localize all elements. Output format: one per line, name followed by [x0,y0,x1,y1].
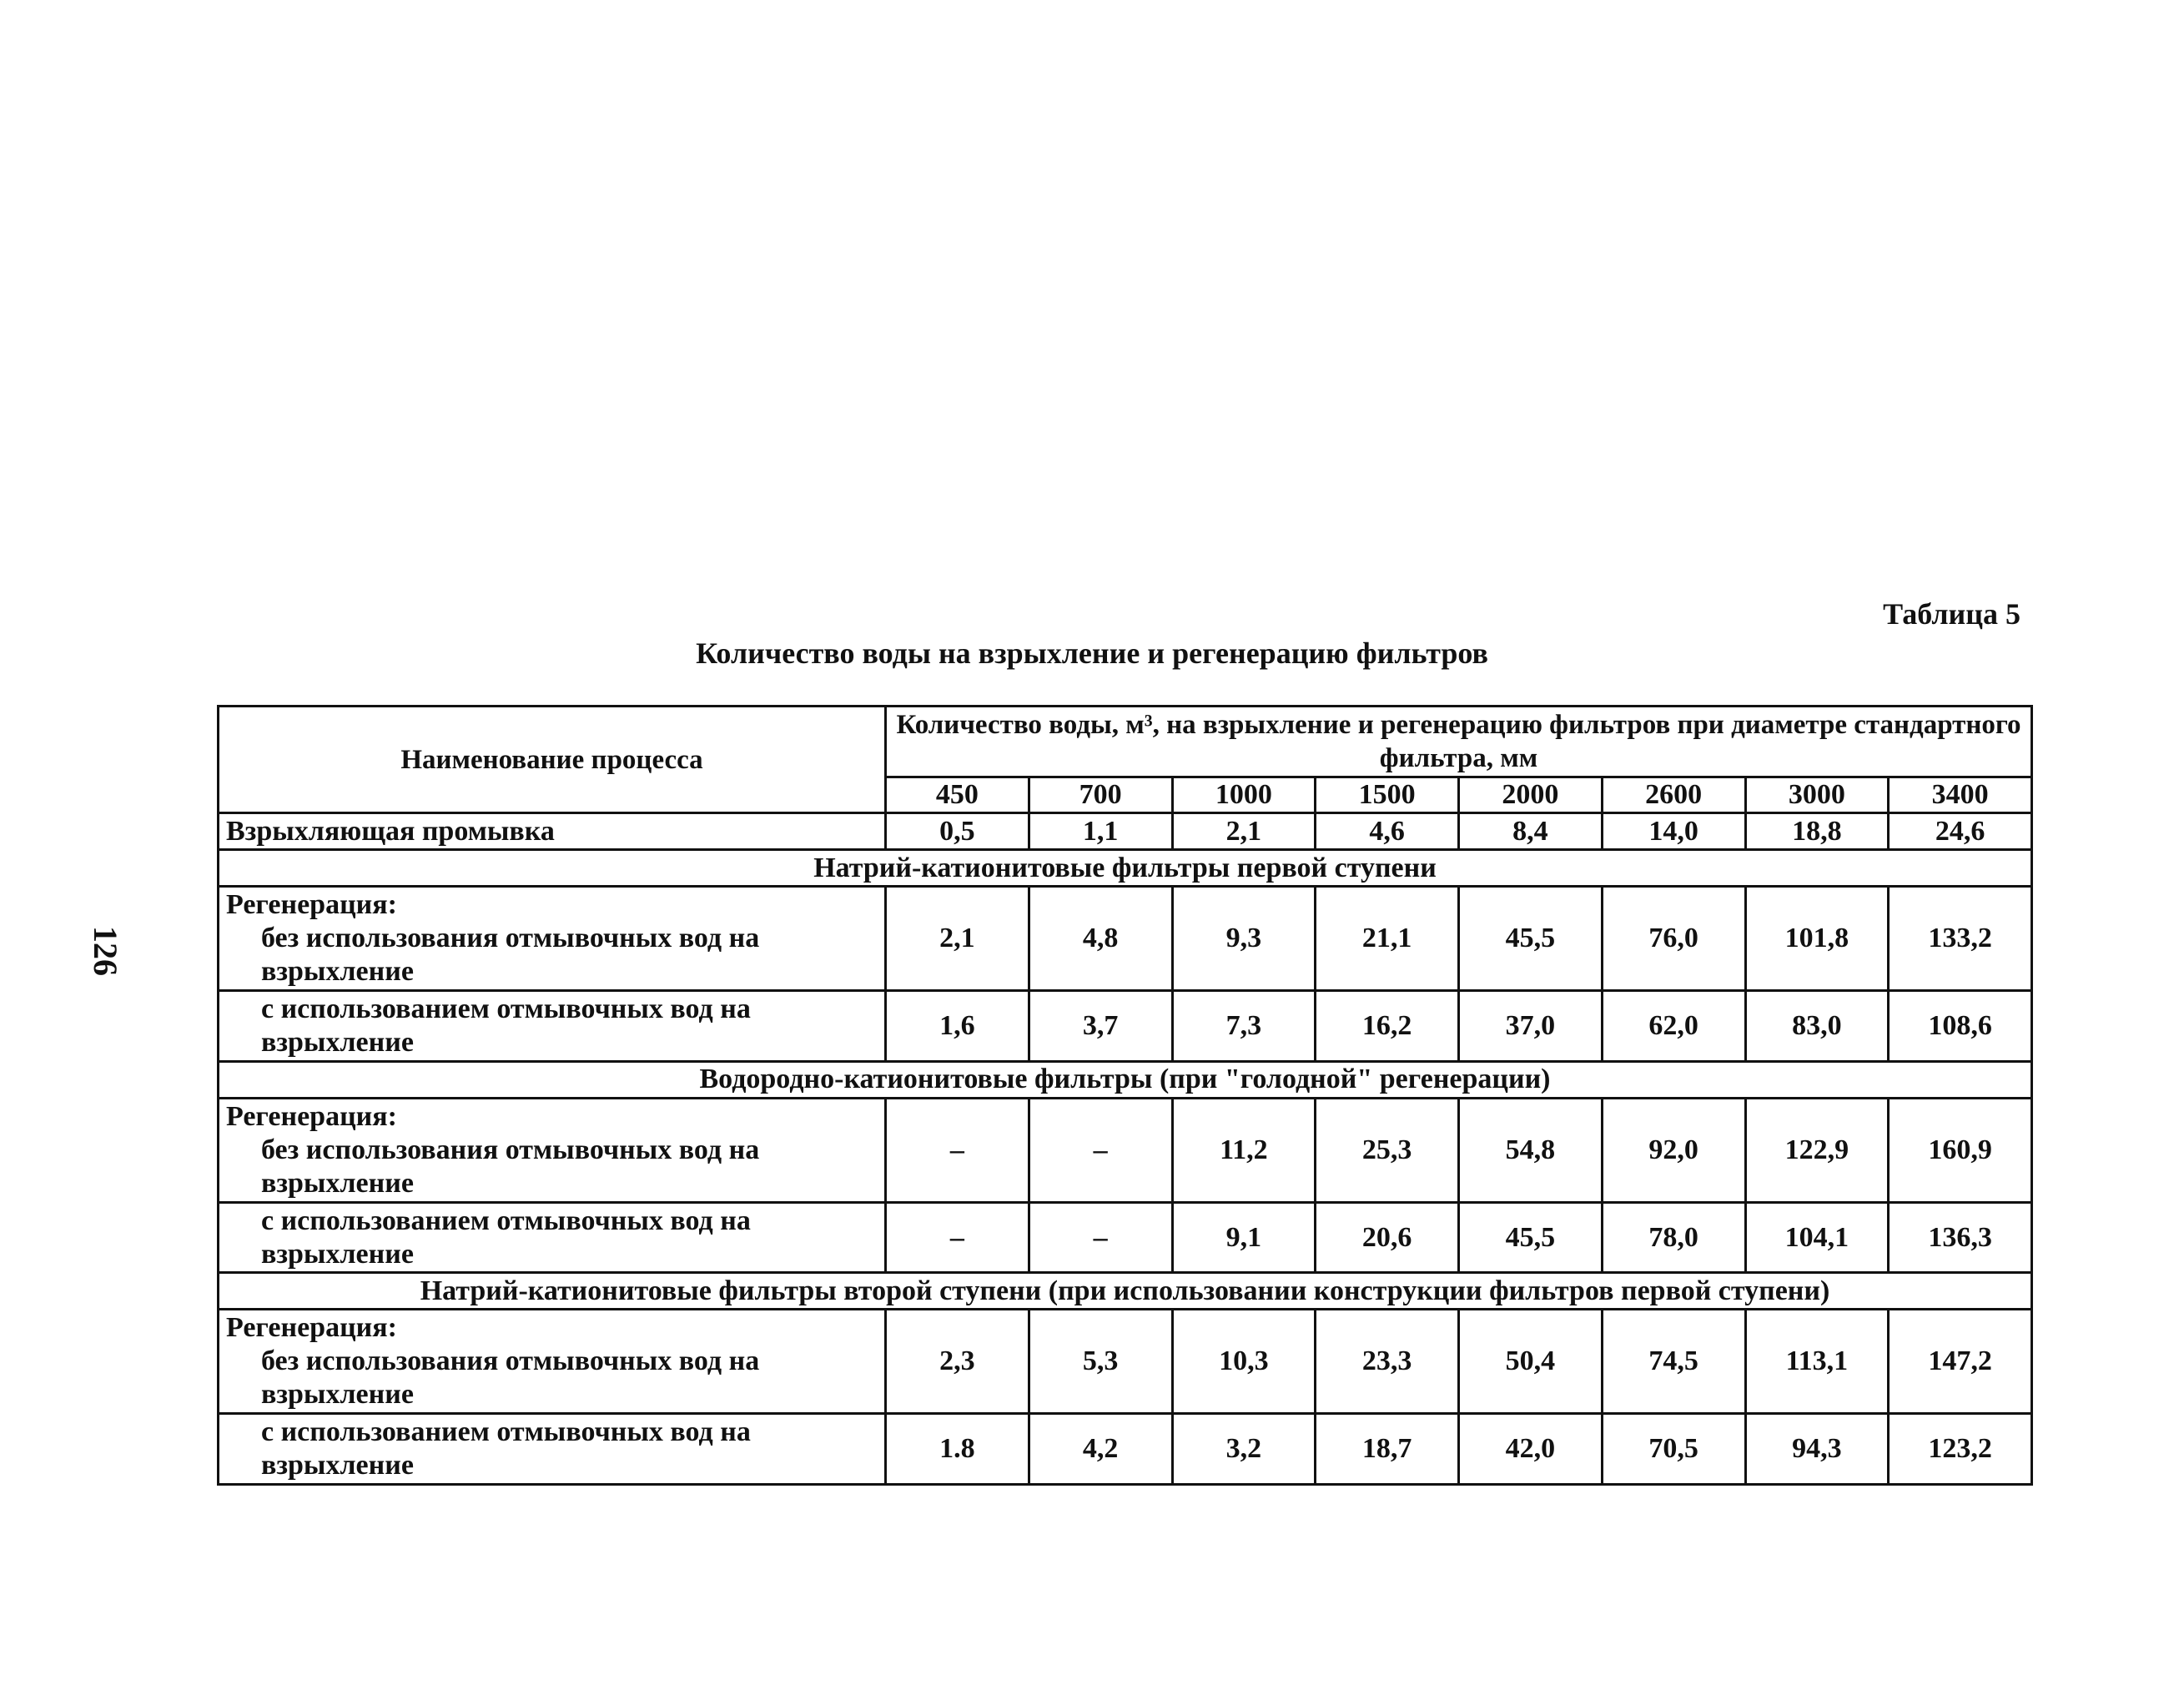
row-label: без использования отмывочных вод на взрыхление [261,923,760,988]
page-number: 126 [87,926,124,976]
value-cell: 3,2 [1172,1414,1316,1485]
water-quantity-table [217,705,2033,1486]
diameter-cell: 1000 [1172,777,1316,813]
value-cell: 74,5 [1602,1310,1745,1414]
value-cell: – [886,1098,1029,1202]
value-cell: 83,0 [1745,991,1889,1062]
value-cell: 11,2 [1172,1098,1316,1202]
value-cell: 76,0 [1602,886,1745,990]
regeneration-label: Регенерация: [226,1100,397,1132]
section-title: Водородно-катионитовые фильтры (при "голодной" регенерации) [219,1061,2032,1098]
table-row [219,1414,2032,1485]
row-label: без использования отмывочных вод на взрыхление [261,1345,760,1411]
process-label [219,1098,886,1202]
loosening-row [219,813,2032,850]
value-cell: 78,0 [1602,1202,1745,1273]
value-cell: 45,5 [1459,1202,1603,1273]
value-cell: 147,2 [1889,1310,2032,1414]
table-row [219,1098,2032,1202]
value-cell: 9,1 [1172,1202,1316,1273]
section-title-row [219,1273,2032,1310]
value-cell: 133,2 [1889,886,2032,990]
value-cell: 160,9 [1889,1098,2032,1202]
value-cell: 9,3 [1172,886,1316,990]
table-row [219,1310,2032,1414]
value-cell: 21,1 [1316,886,1459,990]
value-cell: 70,5 [1602,1414,1745,1485]
value-cell: 5,3 [1029,1310,1172,1414]
regeneration-label: Регенерация: [226,1312,397,1344]
value-cell: 136,3 [1889,1202,2032,1273]
value-cell: 25,3 [1316,1098,1459,1202]
value-cell: 2,1 [886,886,1029,990]
value-cell: 62,0 [1602,991,1745,1062]
value-cell: 0,5 [886,813,1029,850]
diameter-cell: 2000 [1459,777,1603,813]
value-cell: – [1029,1202,1172,1273]
process-name-header: Наименование процесса [219,707,886,813]
value-cell: 18,8 [1745,813,1889,850]
value-cell: 50,4 [1459,1310,1603,1414]
row-label: с использованием отмывочных вод на взрыхление [261,993,751,1058]
value-cell: 108,6 [1889,991,2032,1062]
value-cell: 122,9 [1745,1098,1889,1202]
table-row [219,1202,2032,1273]
diameter-cell: 2600 [1602,777,1745,813]
value-cell: 4,8 [1029,886,1172,990]
section-title: Натрий-катионитовые фильтры первой ступени [219,850,2032,887]
section-title: Натрий-катионитовые фильтры второй ступени (при использовании конструкции фильтров первой ступени) [219,1273,2032,1310]
process-label [219,1310,886,1414]
value-cell: 37,0 [1459,991,1603,1062]
value-cell: 104,1 [1745,1202,1889,1273]
regeneration-label: Регенерация: [226,889,397,921]
diameter-cell: 700 [1029,777,1172,813]
process-label [219,1202,886,1273]
value-cell: 24,6 [1889,813,2032,850]
process-label [219,991,886,1062]
value-cell: 8,4 [1459,813,1603,850]
table-row [219,886,2032,990]
value-cell: 2,1 [1172,813,1316,850]
value-cell: 113,1 [1745,1310,1889,1414]
value-cell: 10,3 [1172,1310,1316,1414]
value-cell: 45,5 [1459,886,1603,990]
row-label: с использованием отмывочных вод на взрыхление [261,1205,751,1270]
value-cell: 23,3 [1316,1310,1459,1414]
header-row [219,707,2032,777]
value-cell: 3,7 [1029,991,1172,1062]
value-cell: 42,0 [1459,1414,1603,1485]
diameter-cell: 3400 [1889,777,2032,813]
value-cell: 18,7 [1316,1414,1459,1485]
value-cell: – [886,1202,1029,1273]
value-cell: 4,2 [1029,1414,1172,1485]
loosening-label: Взрыхляющая промывка [219,813,886,850]
value-cell: 20,6 [1316,1202,1459,1273]
value-cell: 92,0 [1602,1098,1745,1202]
process-label [219,886,886,990]
table-row [219,991,2032,1062]
diameter-cell: 1500 [1316,777,1459,813]
value-cell: 16,2 [1316,991,1459,1062]
value-cell: 14,0 [1602,813,1745,850]
value-cell: 94,3 [1745,1414,1889,1485]
table-title: Количество воды на взрыхление и регенерацию фильтров [696,636,1488,670]
value-cell: 2,3 [886,1310,1029,1414]
table-label: Таблица 5 [1883,597,2020,631]
section-title-row [219,1061,2032,1098]
value-cell: 7,3 [1172,991,1316,1062]
diameter-cell: 450 [886,777,1029,813]
diameter-cell: 3000 [1745,777,1889,813]
section-title-row [219,850,2032,887]
value-cell: 1,1 [1029,813,1172,850]
process-label [219,1414,886,1485]
value-cell: 1,6 [886,991,1029,1062]
row-label: без использования отмывочных вод на взрыхление [261,1134,760,1199]
value-cell: – [1029,1098,1172,1202]
value-cell: 4,6 [1316,813,1459,850]
value-cell: 54,8 [1459,1098,1603,1202]
row-label: с использованием отмывочных вод на взрыхление [261,1416,751,1481]
value-cell: 123,2 [1889,1414,2032,1485]
quantity-header: Количество воды, м³, на взрыхление и регенерацию фильтров при диаметре стандартного фильтра, мм [886,707,2032,777]
value-cell: 101,8 [1745,886,1889,990]
value-cell: 1.8 [886,1414,1029,1485]
